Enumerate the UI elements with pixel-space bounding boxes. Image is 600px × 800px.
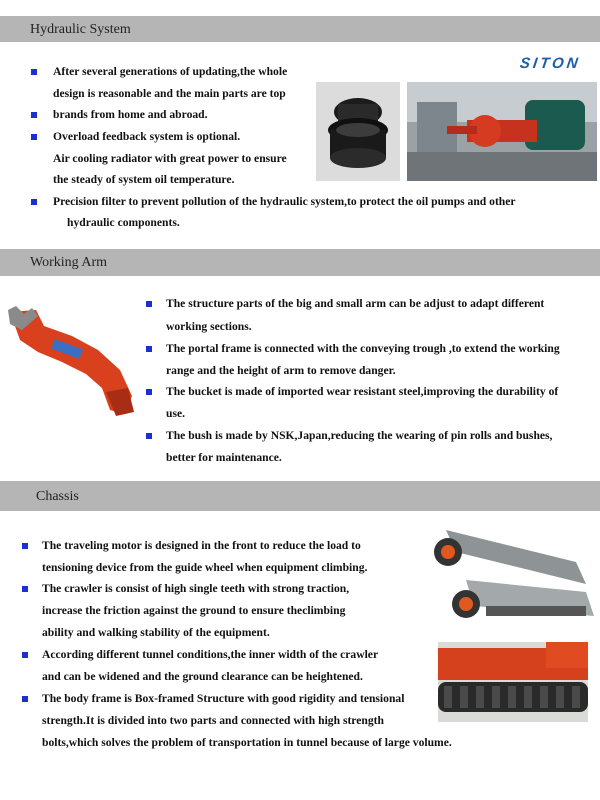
- bullet-square-icon: [146, 301, 152, 307]
- chassis-frame-photo: [426, 522, 598, 632]
- text-line: brands from home and abroad.: [53, 108, 208, 121]
- working-arm-photo: [2, 300, 142, 420]
- text-line: The structure parts of the big and small arm can be adjust to adapt different: [166, 297, 545, 310]
- bullet-square-icon: [22, 543, 28, 549]
- bullet-square-icon: [146, 433, 152, 439]
- bullet-square-icon: [31, 69, 37, 75]
- crawler-chassis-photo: [438, 642, 588, 722]
- text-line: Air cooling radiator with great power to ensure: [53, 152, 287, 165]
- section-title-working-arm: Working Arm: [30, 255, 108, 270]
- text-line: and can be widened and the ground clearance can be heightened.: [42, 670, 363, 683]
- text-line: design is reasonable and the main parts are top: [53, 87, 286, 100]
- bullet-square-icon: [22, 652, 28, 658]
- text-line: Precision filter to prevent pollution of the hydraulic system,to protect the oil pumps and other: [53, 195, 516, 208]
- text-line: range and the height of arm to remove danger.: [166, 364, 396, 377]
- hydraulic-motor-photo: [316, 82, 400, 181]
- bullet-square-icon: [31, 112, 37, 118]
- bullet-square-icon: [31, 199, 37, 205]
- text-line: bolts,which solves the problem of transportation in tunnel because of large volume.: [42, 736, 452, 749]
- text-line: better for maintenance.: [166, 451, 282, 464]
- text-line: The bush is made by NSK,Japan,reducing the wearing of pin rolls and bushes,: [166, 429, 553, 442]
- text-line: The traveling motor is designed in the front to reduce the load to: [42, 539, 361, 552]
- text-line: working sections.: [166, 320, 252, 333]
- text-line: The portal frame is connected with the conveying trough ,to extend the working: [166, 342, 560, 355]
- section-bar-chassis: [0, 481, 600, 511]
- text-line: strength.It is divided into two parts and connected with high strength: [42, 714, 384, 727]
- text-line: the steady of system oil temperature.: [53, 173, 235, 186]
- bullet-square-icon: [22, 586, 28, 592]
- pump-station-photo: [407, 82, 597, 181]
- bullet-square-icon: [146, 389, 152, 395]
- brand-logo: SITON: [518, 55, 582, 72]
- section-bar-hydraulic: [0, 16, 600, 42]
- text-line: After several generations of updating,the whole: [53, 65, 288, 78]
- bullet-square-icon: [22, 696, 28, 702]
- bullet-square-icon: [31, 134, 37, 140]
- text-line: Overload feedback system is optional.: [53, 130, 241, 143]
- text-line: The crawler is consist of high single teeth with strong traction,: [42, 582, 350, 595]
- text-line: ability and walking stability of the equipment.: [42, 626, 270, 639]
- section-title-hydraulic: Hydraulic System: [30, 22, 131, 37]
- text-line: The bucket is made of imported wear resistant steel,improving the durability of: [166, 385, 559, 398]
- text-line: hydraulic components.: [67, 216, 180, 229]
- text-line: increase the friction against the ground to ensure theclimbing: [42, 604, 346, 617]
- bullet-square-icon: [146, 346, 152, 352]
- section-title-chassis: Chassis: [36, 489, 79, 504]
- text-line: use.: [166, 407, 186, 420]
- section-bar-working-arm: [0, 249, 600, 276]
- text-line: The body frame is Box-framed Structure with good rigidity and tensional: [42, 692, 405, 705]
- text-line: tensioning device from the guide wheel when equipment climbing.: [42, 561, 368, 574]
- text-line: According different tunnel conditions,the inner width of the crawler: [42, 648, 379, 661]
